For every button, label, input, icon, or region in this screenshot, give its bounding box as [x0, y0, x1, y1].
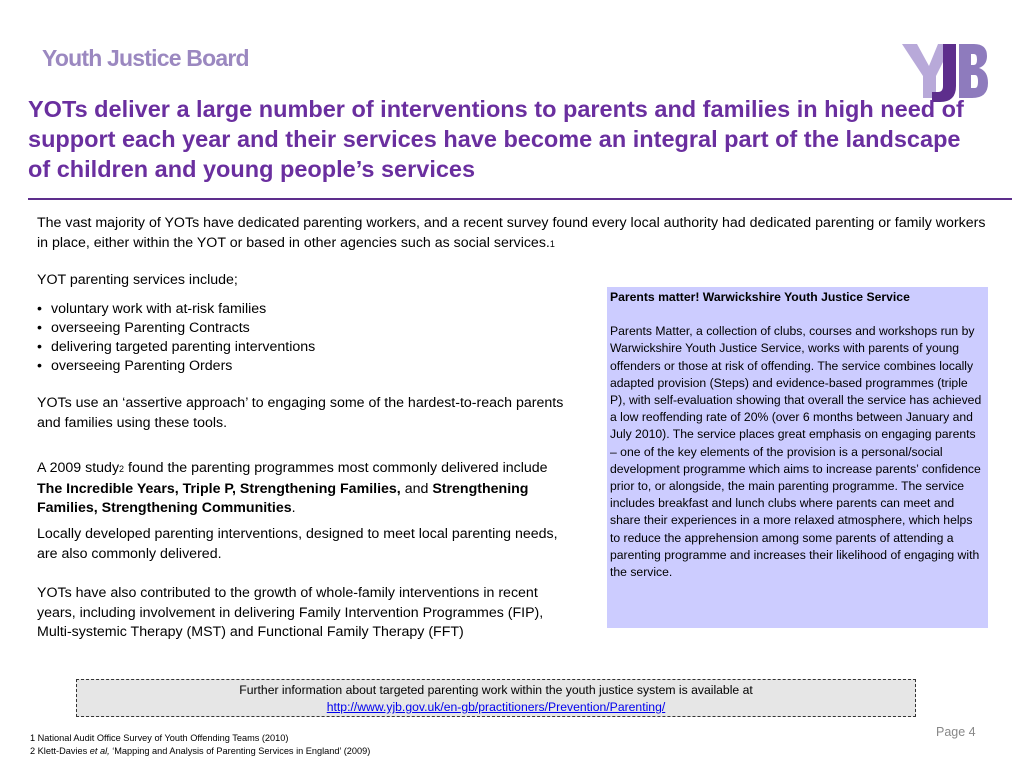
title-divider [28, 198, 1012, 200]
footnote-2-em: et al, [89, 746, 110, 756]
whole-family-paragraph: YOTs have also contributed to the growth of whole-family interventions in recent years, including involvement in delivering Family Intervention Programmes (FIP), Multi-systemic Therapy (MST) and Functional Family Therapy (FFT) [37, 585, 544, 640]
programme-names-2: Strengthening Families, Strengthening Communities [37, 480, 529, 516]
study-end: . [291, 500, 296, 516]
footnote-2 [30, 746, 370, 756]
further-info-text: Further information about targeted parenting work within the youth justice system is available at [239, 683, 753, 697]
list-item: • overseeing Parenting Contracts [37, 319, 315, 338]
parenting-link[interactable]: http://www.yjb.gov.uk/en-gb/practitioners/Prevention/Parenting/ [326, 700, 666, 714]
footnote-ref-2: 2 [119, 464, 125, 474]
footnote-ref-1: 1 [549, 238, 555, 249]
services-lead: YOT parenting services include; [37, 272, 238, 288]
assertive-paragraph: YOTs use an ‘assertive approach’ to engaging some of the hardest-to-reach parents and families using these tools. [37, 395, 564, 431]
further-info-box [76, 679, 916, 717]
study-paragraph [37, 459, 567, 519]
case-study-title: Parents matter! Warwickshire Youth Justice Service [610, 290, 910, 304]
intro-text: The vast majority of YOTs have dedicated parenting workers, and a recent survey found every local authority had dedicated parenting or family workers in place, either within the YOT or based in other agencies such as social services. [37, 215, 986, 251]
programme-names-1: The Incredible Years, Triple P, Strengthening Families, [37, 480, 401, 497]
study-text-a: A 2009 study [37, 460, 120, 476]
case-study-body: Parents Matter, a collection of clubs, courses and workshops run by Warwickshire Youth Justice Service, works with parents of young offenders or those at risk of offending. The service combines locally adapted provision (Steps) and evidence-based programmes (triple P), with self-evaluation showing that overall the service has achieved a low reoffending rate of 20% (over 6 months between January and July 2010). The service places great emphasis on engaging parents – one of the key elements of the provision is a personal/social development programme which aims to increase parents’ confidence prior to, or alongside, the main parenting programme. The service includes breakfast and lunch clubs where parents can meet and share their experiences in a more relaxed atmosphere, which helps to reduce the apprehension among some parents of attending a parenting programme and increases their likelihood of engaging with the service. [610, 324, 982, 580]
list-item: • overseeing Parenting Orders [37, 357, 315, 376]
services-list [37, 300, 315, 376]
case-study-box [607, 287, 988, 628]
list-item: • delivering targeted parenting interventions [37, 338, 315, 357]
page-number: Page 4 [936, 725, 976, 739]
list-item: • voluntary work with at-risk families [37, 300, 315, 319]
page-title: YOTs deliver a large number of interventions to parents and families in high need of support each year and their services have become an integral part of the landscape of children and young people’s services [28, 96, 964, 182]
footnote-2-b: ‘Mapping and Analysis of Parenting Services in England’ (2009) [109, 746, 371, 756]
study-and: and [400, 480, 433, 497]
brand-name: Youth Justice Board [42, 45, 249, 71]
footnote-1: 1 National Audit Office Survey of Youth Offending Teams (2010) [30, 733, 289, 743]
study-text-b: found the parenting programmes most commonly delivered include [124, 460, 548, 476]
intro-paragraph [37, 214, 997, 254]
footnote-2-a: 2 Klett-Davies [30, 746, 90, 756]
local-paragraph: Locally developed parenting interventions, designed to meet local parenting needs, are also commonly delivered. [37, 526, 558, 562]
